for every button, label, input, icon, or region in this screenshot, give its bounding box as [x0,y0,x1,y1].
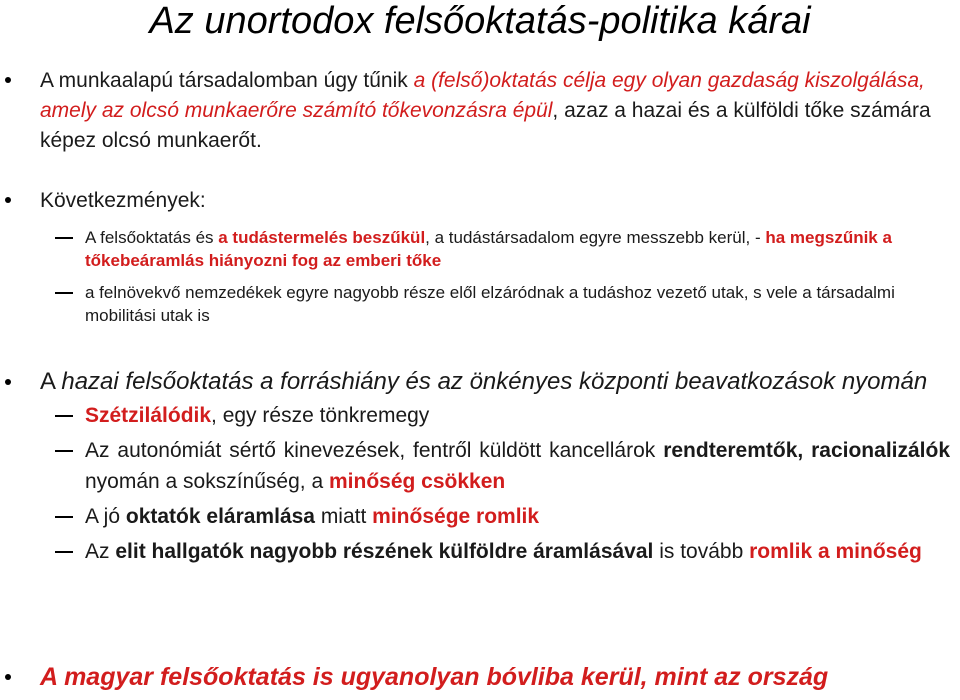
sub-bullet-text [85,536,950,567]
bullet-item-3 [0,366,960,567]
text-run: , azaz a hazai és a külföldi tőke számára képez olcsó munkaerőt. [40,99,931,152]
dash-icon [55,450,73,452]
bullet-heading: Következmények: [40,189,206,212]
dash-icon [55,415,73,417]
highlight-text: Szétzilálódik [85,404,212,427]
slide-title: Az unortodox felsőoktatás-politika kárai [149,0,811,42]
highlight-text: romlik a minőség [749,540,922,563]
dash-icon [55,292,73,294]
conclusion-text: A magyar felsőoktatás is ugyanolyan bóvliba kerül, mint az ország [40,663,829,691]
sub-bullet-text [85,501,950,532]
bullet-text [40,66,950,156]
bullet-dot-icon [5,379,11,385]
sub-bullet-text [85,400,950,431]
bullet-item-4 [0,660,960,694]
bullet-item-1 [0,66,960,156]
bullet-dot-icon [5,674,11,680]
dash-icon [55,237,73,239]
bullet-dot-icon [5,77,11,83]
dash-icon [55,551,73,553]
highlight-text: a (felső)oktatás célja egy olyan gazdaság kiszolgálása, amely az olcsó munkaerőre számító tőkevonzásra épül [40,69,925,122]
text-run: Az autonómiát sértő kinevezések, fentről küldött kancellárok [85,439,664,462]
highlight-text: minőség csökken [328,470,506,493]
bullet-dot-icon [5,197,11,203]
text-run: , egy része tönkremegy [211,404,430,427]
sub-bullet-text [85,435,950,497]
bold-text: rendteremtők, racionalizálók [663,439,951,462]
sub-bullet-text: a felnövekvő nemzedékek egyre nagyobb része elől elzáródnak a tudáshoz vezető utak, s vele a társadalmi mobilitási utak is [85,283,895,325]
emphasis-text: hazai felsőoktatás a forráshiány és az önkényes központi beavatkozások nyomán [61,368,928,395]
highlight-text: a tudástermelés beszűkül [218,228,426,247]
dash-icon [55,516,73,518]
text-run: A [40,368,62,395]
text-run: Az [85,540,116,563]
bullet-heading [40,366,950,398]
text-run: is tovább [653,540,750,563]
bold-text: elit hallgatók nagyobb részének külföldre áramlásával [115,540,654,563]
text-run: A munkaalapú társadalomban úgy tűnik [40,69,414,92]
text-run: nyomán a sokszínűség, a [85,470,329,493]
text-run: , a tudástársadalom egyre messzebb kerül, - [425,228,766,247]
text-run: miatt [314,505,373,528]
highlight-text: minősége romlik [372,505,540,528]
bold-text: oktatók eláramlása [125,505,315,528]
highlight-text: ha megszűnik a tőkebeáramlás hiányozni fog az emberi tőke [85,228,892,270]
text-run: A jó [85,505,126,528]
bullet-item-2 [0,186,960,327]
text-run: A felsőoktatás és [85,228,219,247]
sub-bullet-text [85,226,950,272]
